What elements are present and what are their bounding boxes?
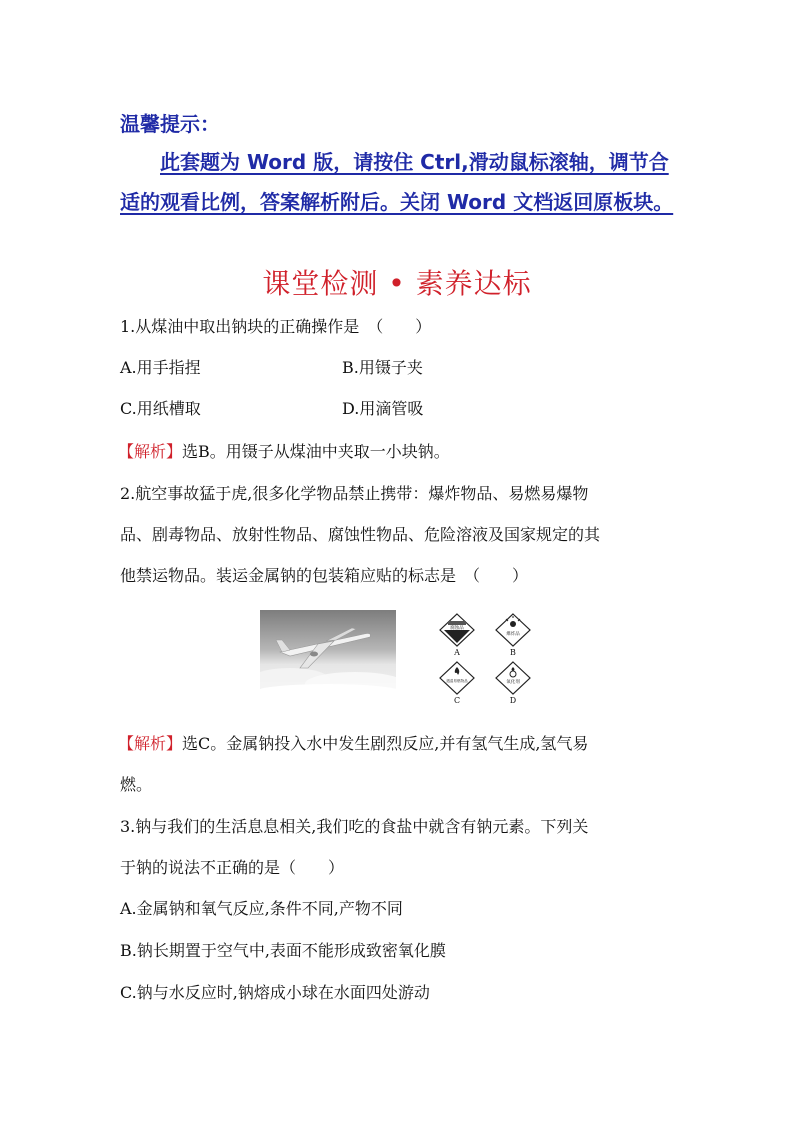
explosive-sign-icon [492, 612, 534, 648]
q1-option-a: A.用手指捏 [120, 358, 201, 377]
q2-analysis-line-1 [118, 733, 588, 755]
sign-a-text: 腐蚀品 [450, 626, 464, 631]
q1-option-d: D.用滴管吸 [342, 399, 424, 418]
sign-c-text: 遇湿易燃物品 [446, 679, 468, 683]
hazard-label-a [436, 612, 478, 660]
oxidizer-sign-icon [492, 660, 534, 696]
hazard-label-d [492, 660, 534, 708]
hazard-label-b [492, 612, 534, 660]
analysis-tag: 【解析】 [118, 734, 183, 753]
q3-stem-line-1: 3.钠与我们的生活息息相关,我们吃的食盐中就含有钠元素。下列关 [120, 817, 589, 836]
q2-stem-line-3: 他禁运物品。装运金属钠的包装箱应贴的标志是 （ ） [120, 566, 529, 585]
hazard-labels-figure [436, 612, 536, 708]
q2-analysis-text: 选C。金属钠投入水中发生剧烈反应,并有氢气生成,氢气易 [182, 734, 589, 753]
dangerous-when-wet-sign-icon [436, 660, 478, 696]
q1-analysis [118, 441, 450, 463]
q1-stem: 1.从煤油中取出钠块的正确操作是 （ ） [120, 317, 432, 336]
q3-option-a: A.金属钠和氧气反应,条件不同,产物不同 [120, 899, 403, 918]
sign-d-text: 氧化剂 [506, 680, 520, 685]
q3-stem-line-2: 于钠的说法不正确的是（ ） [120, 858, 345, 877]
q3-option-b: B.钠长期置于空气中,表面不能形成致密氧化膜 [120, 941, 446, 960]
q1-option-b: B.用镊子夹 [342, 358, 423, 377]
q1-option-c: C.用纸槽取 [120, 399, 201, 418]
q2-stem-line-1: 2.航空事故猛于虎,很多化学物品禁止携带：爆炸物品、易燃易爆物 [120, 484, 589, 503]
q3-option-c: C.钠与水反应时,钠熔成小球在水面四处游动 [120, 983, 430, 1002]
label-d: D [509, 696, 517, 705]
hazard-label-c [436, 660, 478, 708]
label-c: C [453, 696, 461, 705]
section-title: 课堂检测 • 素养达标 [262, 267, 532, 300]
airplane-icon [260, 610, 396, 698]
q2-stem-line-2: 品、剧毒物品、放射性物品、腐蚀性物品、危险溶液及国家规定的其 [120, 525, 601, 544]
label-a: A [454, 648, 460, 657]
q2-analysis-line-2: 燃。 [120, 775, 153, 794]
sign-b-text: 爆炸品 [506, 632, 520, 637]
airplane-photo [260, 610, 396, 698]
notice-body: 此套题为 Word 版，请按住 Ctrl,滑动鼠标滚轴，调节合适的观看比例，答案解析附后。关闭 Word 文档返回原板块。 [120, 150, 674, 214]
q1-analysis-text: 选B。用镊子从煤油中夹取一小块钠。 [182, 442, 450, 461]
analysis-tag: 【解析】 [118, 442, 183, 461]
notice-title: 温馨提示： [120, 112, 220, 136]
label-b: B [510, 648, 516, 657]
corrosive-sign-icon [436, 612, 478, 648]
